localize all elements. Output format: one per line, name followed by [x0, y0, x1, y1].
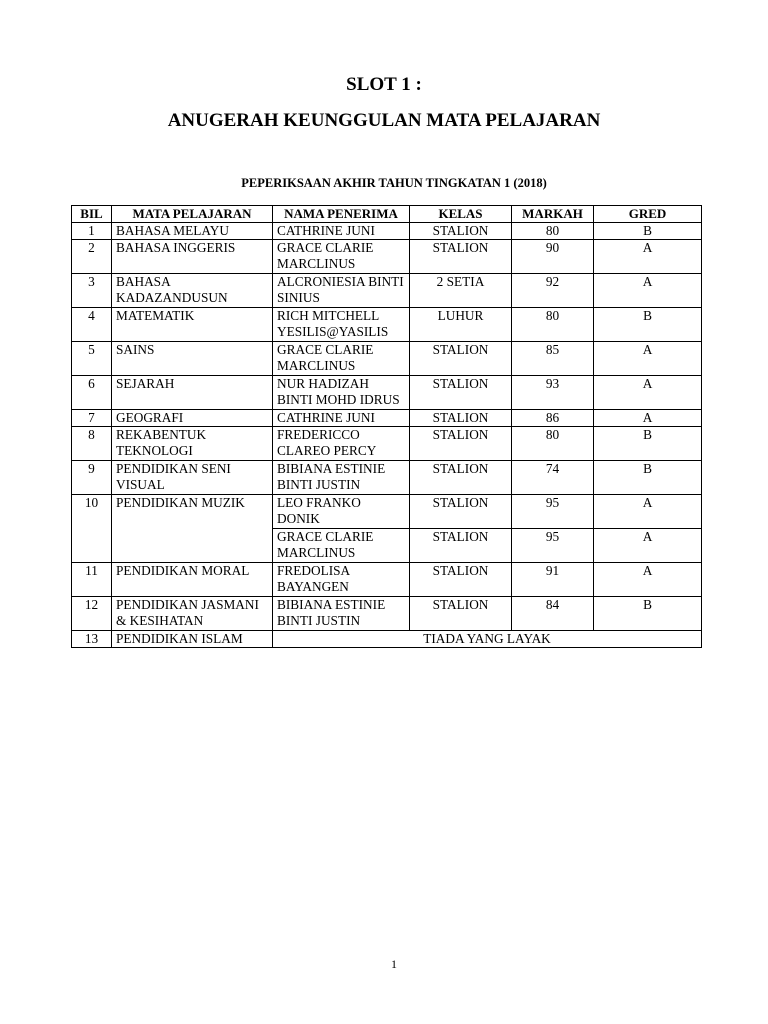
marks-cell: 85 — [512, 342, 594, 376]
table-row — [72, 274, 702, 308]
class-cell: STALION — [410, 427, 512, 461]
bil-cell: 10 — [72, 495, 112, 563]
marks-cell: 95 — [512, 495, 594, 529]
class-cell: 2 SETIA — [410, 274, 512, 308]
marks-cell: 74 — [512, 461, 594, 495]
class-cell: STALION — [410, 461, 512, 495]
marks-cell: 80 — [512, 223, 594, 240]
class-cell: STALION — [410, 223, 512, 240]
grade-cell: A — [594, 529, 702, 563]
class-cell: STALION — [410, 597, 512, 631]
marks-cell: 80 — [512, 308, 594, 342]
name-cell: NUR HADIZAH BINTI MOHD IDRUS — [273, 376, 410, 410]
subject-cell: PENDIDIKAN SENI VISUAL — [112, 461, 273, 495]
subject-cell: BAHASA MELAYU — [112, 223, 273, 240]
table-row — [72, 240, 702, 274]
grade-cell: A — [594, 410, 702, 427]
grade-cell: A — [594, 274, 702, 308]
class-cell: STALION — [410, 563, 512, 597]
name-cell: GRACE CLARIE MARCLINUS — [273, 529, 410, 563]
marks-cell: 90 — [512, 240, 594, 274]
table-row — [72, 410, 702, 427]
header-grade: GRED — [594, 206, 702, 223]
subject-cell: PENDIDIKAN MUZIK — [112, 495, 273, 563]
name-cell: CATHRINE JUNI — [273, 223, 410, 240]
subject-cell: SEJARAH — [112, 376, 273, 410]
awards-table — [71, 205, 702, 648]
class-cell: STALION — [410, 529, 512, 563]
subject-cell: PENDIDIKAN ISLAM — [112, 631, 273, 648]
marks-cell: 86 — [512, 410, 594, 427]
marks-cell: 93 — [512, 376, 594, 410]
subject-cell: SAINS — [112, 342, 273, 376]
bil-cell: 6 — [72, 376, 112, 410]
bil-cell: 1 — [72, 223, 112, 240]
table-row — [72, 597, 702, 631]
bil-cell: 11 — [72, 563, 112, 597]
class-cell: LUHUR — [410, 308, 512, 342]
name-cell: ALCRONIESIA BINTI SINIUS — [273, 274, 410, 308]
bil-cell: 13 — [72, 631, 112, 648]
marks-cell: 92 — [512, 274, 594, 308]
name-cell: CATHRINE JUNI — [273, 410, 410, 427]
header-bil: BIL — [72, 206, 112, 223]
subject-cell: REKABENTUK TEKNOLOGI — [112, 427, 273, 461]
name-cell: GRACE CLARIE MARCLINUS — [273, 342, 410, 376]
table-row — [72, 342, 702, 376]
marks-cell: 91 — [512, 563, 594, 597]
grade-cell: B — [594, 427, 702, 461]
grade-cell: B — [594, 223, 702, 240]
header-subject: MATA PELAJARAN — [112, 206, 273, 223]
class-cell: STALION — [410, 342, 512, 376]
class-cell: STALION — [410, 240, 512, 274]
page-heading: ANUGERAH KEUNGGULAN MATA PELAJARAN — [167, 110, 601, 131]
subject-cell: GEOGRAFI — [112, 410, 273, 427]
table-row — [72, 631, 702, 648]
grade-cell: A — [594, 240, 702, 274]
grade-cell: A — [594, 563, 702, 597]
bil-cell: 8 — [72, 427, 112, 461]
name-cell: BIBIANA ESTINIE BINTI JUSTIN — [273, 461, 410, 495]
name-cell: FREDOLISA BAYANGEN — [273, 563, 410, 597]
page-number: 1 — [391, 957, 397, 971]
table-row — [72, 376, 702, 410]
name-cell: LEO FRANKO DONIK — [273, 495, 410, 529]
class-cell: STALION — [410, 495, 512, 529]
table-row — [72, 427, 702, 461]
bil-cell: 7 — [72, 410, 112, 427]
not-eligible-note: TIADA YANG LAYAK — [273, 631, 702, 648]
grade-cell: B — [594, 308, 702, 342]
table-row — [72, 563, 702, 597]
grade-cell: A — [594, 342, 702, 376]
bil-cell: 2 — [72, 240, 112, 274]
exam-subtitle: PEPERIKSAAN AKHIR TAHUN TINGKATAN 1 (2018) — [241, 176, 547, 190]
bil-cell: 5 — [72, 342, 112, 376]
marks-cell: 84 — [512, 597, 594, 631]
grade-cell: A — [594, 376, 702, 410]
marks-cell: 95 — [512, 529, 594, 563]
subject-cell: PENDIDIKAN MORAL — [112, 563, 273, 597]
grade-cell: B — [594, 461, 702, 495]
table-row — [72, 461, 702, 495]
subject-cell: PENDIDIKAN JASMANI & KESIHATAN — [112, 597, 273, 631]
header-class: KELAS — [410, 206, 512, 223]
name-cell: FREDERICCO CLAREO PERCY — [273, 427, 410, 461]
header-name: NAMA PENERIMA — [273, 206, 410, 223]
table-row — [72, 495, 702, 529]
name-cell: RICH MITCHELL YESILIS@YASILIS — [273, 308, 410, 342]
marks-cell: 80 — [512, 427, 594, 461]
subject-cell: MATEMATIK — [112, 308, 273, 342]
grade-cell: B — [594, 597, 702, 631]
bil-cell: 12 — [72, 597, 112, 631]
subject-cell: BAHASA INGGERIS — [112, 240, 273, 274]
bil-cell: 4 — [72, 308, 112, 342]
class-cell: STALION — [410, 376, 512, 410]
slot-title: SLOT 1 : — [346, 74, 422, 95]
table-row — [72, 223, 702, 240]
subject-cell: BAHASA KADAZANDUSUN — [112, 274, 273, 308]
table-header-row — [72, 206, 702, 223]
name-cell: BIBIANA ESTINIE BINTI JUSTIN — [273, 597, 410, 631]
bil-cell: 9 — [72, 461, 112, 495]
class-cell: STALION — [410, 410, 512, 427]
bil-cell: 3 — [72, 274, 112, 308]
header-marks: MARKAH — [512, 206, 594, 223]
grade-cell: A — [594, 495, 702, 529]
table-row — [72, 308, 702, 342]
name-cell: GRACE CLARIE MARCLINUS — [273, 240, 410, 274]
